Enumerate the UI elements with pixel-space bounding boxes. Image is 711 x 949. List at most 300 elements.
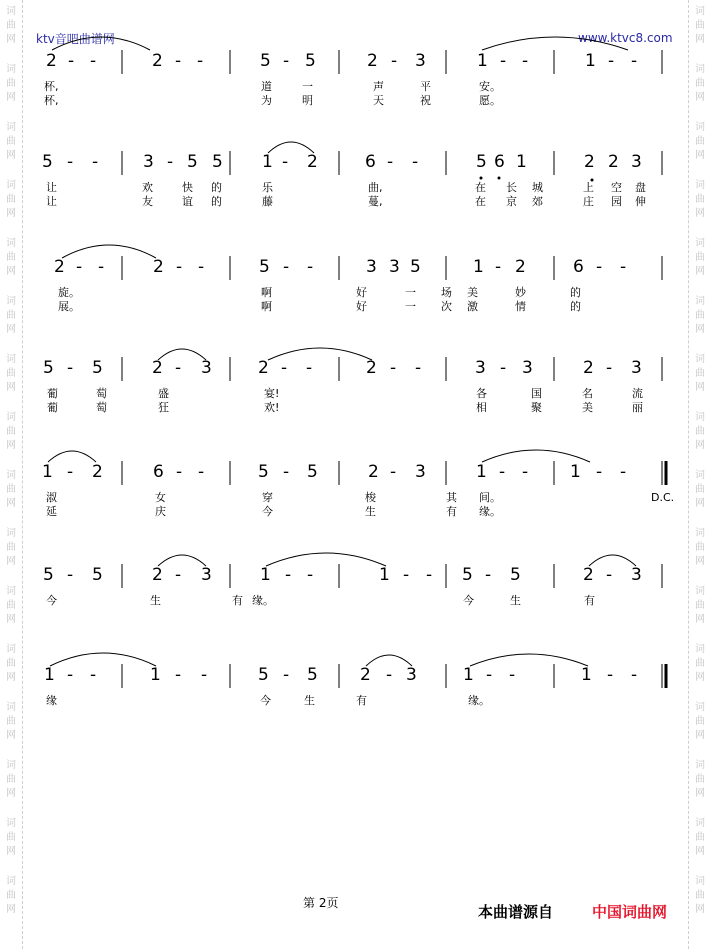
note-dash: - (283, 257, 290, 277)
lyric-syllable: 场 (441, 286, 452, 299)
note-digit: 1 (262, 152, 273, 172)
watermark-char: 词 (6, 644, 16, 655)
note-digit: 3 (522, 358, 533, 378)
note-dash: - (500, 358, 507, 378)
note-dash: - (607, 665, 614, 685)
watermark-char: 词 (695, 818, 705, 829)
lyric-syllable: 道 (261, 80, 272, 93)
watermark-char: 网 (695, 498, 705, 509)
note-dash: - (522, 462, 529, 482)
lyric-syllable: 今 (46, 594, 57, 607)
watermark-char: 网 (695, 904, 705, 915)
lyric-syllable: 啊 (261, 300, 272, 313)
note-digit: 3 (475, 358, 486, 378)
watermark-char: 曲 (695, 194, 705, 205)
lyric-syllable: 杯, (44, 80, 59, 93)
watermark-char: 词 (695, 238, 705, 249)
watermark-char: 词 (6, 412, 16, 423)
note-dash: - (620, 462, 627, 482)
lyric-syllable: 庄 (583, 195, 594, 208)
slur-arc (482, 37, 628, 50)
note-digit: 5 (410, 257, 421, 277)
note-digit: 5 (260, 51, 271, 71)
note-digit: 3 (201, 565, 212, 585)
lyric-syllable: 好 (356, 286, 367, 299)
watermark-char: 曲 (695, 20, 705, 31)
note-dash: - (403, 565, 410, 585)
note-digit: 2 (152, 51, 163, 71)
watermark-char: 网 (6, 846, 16, 857)
note-dash: - (486, 665, 493, 685)
watermark-char: 网 (695, 266, 705, 277)
lyric-syllable: 缘。 (468, 694, 490, 707)
lyric-syllable: 盘 (635, 181, 646, 194)
slur-arc (266, 553, 386, 566)
watermark-char: 曲 (6, 426, 16, 437)
note-dash: - (620, 257, 627, 277)
octave-dot (498, 177, 501, 180)
note-digit: 5 (462, 565, 473, 585)
watermark-char: 曲 (695, 252, 705, 263)
watermark-char: 曲 (695, 716, 705, 727)
watermark-char: 词 (695, 412, 705, 423)
watermark-char: 曲 (6, 484, 16, 495)
slur-arc (50, 653, 156, 666)
watermark-char: 词 (6, 122, 16, 133)
lyric-syllable: 淑 (46, 491, 57, 504)
lyric-syllable: 天 (373, 94, 384, 107)
watermark-char: 网 (6, 34, 16, 45)
lyric-syllable: 庆 (155, 505, 166, 518)
lyric-syllable: 郊 (532, 195, 543, 208)
note-digit: 2 (258, 358, 269, 378)
note-digit: 3 (406, 665, 417, 685)
watermark-char: 曲 (695, 774, 705, 785)
watermark-char: 曲 (6, 194, 16, 205)
watermark-char: 曲 (695, 832, 705, 843)
note-digit: 1 (473, 257, 484, 277)
note-dash: - (307, 565, 314, 585)
slur-arc (482, 450, 590, 462)
note-digit: 5 (258, 462, 269, 482)
note-dash: - (283, 51, 290, 71)
watermark-char: 词 (6, 354, 16, 365)
note-dash: - (608, 51, 615, 71)
lyric-syllable: 流 (632, 387, 643, 400)
lyric-syllable: 一 (302, 80, 313, 93)
note-dash: - (67, 665, 74, 685)
note-digit: 5 (92, 565, 103, 585)
note-digit: 1 (44, 665, 55, 685)
lyric-syllable: 明 (302, 94, 313, 107)
lyric-syllable: 情 (515, 300, 526, 313)
lyric-syllable: 今 (463, 594, 474, 607)
note-digit: 5 (259, 257, 270, 277)
watermark-char: 网 (695, 440, 705, 451)
watermark-char: 曲 (695, 600, 705, 611)
note-digit: 1 (260, 565, 271, 585)
watermark-char: 词 (6, 876, 16, 887)
header-site-right[interactable]: www.ktvc8.com (578, 31, 673, 45)
note-digit: 2 (608, 152, 619, 172)
lyric-syllable: 次 (441, 300, 452, 313)
lyric-syllable: 曲, (368, 181, 383, 194)
note-dash: - (68, 51, 75, 71)
watermark-char: 词 (695, 644, 705, 655)
note-digit: 3 (631, 152, 642, 172)
octave-dot (480, 177, 483, 180)
lyric-syllable: 杯, (44, 94, 59, 107)
note-dash: - (175, 565, 182, 585)
slur-arc (158, 349, 206, 360)
watermark-char: 曲 (695, 78, 705, 89)
watermark-char: 曲 (695, 368, 705, 379)
note-dash: - (631, 51, 638, 71)
lyric-syllable: 的 (570, 300, 581, 313)
watermark-char: 词 (695, 354, 705, 365)
note-digit: 1 (379, 565, 390, 585)
watermark-char: 网 (695, 324, 705, 335)
header-site-left[interactable]: ktv音吧曲谱网 (36, 32, 115, 46)
lyric-syllable: 各 (476, 387, 487, 400)
note-dash: - (415, 358, 422, 378)
watermark-char: 词 (6, 760, 16, 771)
watermark-char: 曲 (6, 890, 16, 901)
note-dash: - (98, 257, 105, 277)
watermark-char: 网 (695, 846, 705, 857)
note-digit: 2 (583, 358, 594, 378)
watermark-char: 曲 (6, 600, 16, 611)
lyric-syllable: 盛 (158, 387, 169, 400)
lyric-syllable: 缘。 (479, 505, 501, 518)
lyric-syllable: 的 (570, 286, 581, 299)
watermark-char: 曲 (6, 252, 16, 263)
note-digit: 5 (43, 358, 54, 378)
note-dash: - (391, 51, 398, 71)
note-digit: 3 (631, 358, 642, 378)
lyric-syllable: 聚 (531, 401, 542, 414)
note-digit: 2 (368, 462, 379, 482)
lyric-syllable: 藤 (262, 195, 273, 208)
watermark-char: 曲 (6, 368, 16, 379)
note-dash: - (67, 358, 74, 378)
lyric-syllable: 其 (446, 491, 457, 504)
lyric-syllable: 展。 (58, 300, 80, 313)
lyric-syllable: 安。 (479, 80, 501, 93)
lyric-syllable: 园 (611, 195, 622, 208)
lyric-syllable: 萄 (96, 387, 107, 400)
note-dash: - (201, 665, 208, 685)
lyric-syllable: 一 (405, 286, 416, 299)
note-dash: - (90, 665, 97, 685)
note-dash: - (495, 257, 502, 277)
lyric-syllable: 的 (211, 181, 222, 194)
note-digit: 5 (305, 51, 316, 71)
note-digit: 6 (153, 462, 164, 482)
note-digit: 1 (463, 665, 474, 685)
watermark-char: 网 (6, 382, 16, 393)
source-site-link[interactable]: 中国词曲网 (592, 903, 668, 921)
watermark-char: 词 (6, 64, 16, 75)
watermark-char: 词 (695, 180, 705, 191)
lyric-syllable: 有 (356, 694, 367, 707)
lyric-syllable: 有 (446, 505, 457, 518)
watermark-char: 词 (695, 6, 705, 17)
watermark-char: 网 (6, 266, 16, 277)
watermark-char: 词 (6, 702, 16, 713)
note-dash: - (606, 358, 613, 378)
watermark-char: 网 (695, 208, 705, 219)
watermark-char: 网 (6, 904, 16, 915)
watermark-char: 网 (695, 92, 705, 103)
watermark-char: 网 (6, 614, 16, 625)
note-digit: 2 (153, 257, 164, 277)
watermark-char: 词 (695, 760, 705, 771)
lyric-syllable: 让 (46, 181, 57, 194)
watermark-char: 词 (695, 122, 705, 133)
note-dash: - (522, 51, 529, 71)
watermark-char: 网 (6, 788, 16, 799)
lyric-syllable: 生 (510, 594, 521, 607)
note-dash: - (198, 257, 205, 277)
lyric-syllable: 激 (467, 300, 478, 313)
watermark-char: 词 (695, 528, 705, 539)
note-digit: 5 (92, 358, 103, 378)
lyric-syllable: 在 (475, 181, 486, 194)
note-dash: - (92, 152, 99, 172)
watermark-char: 曲 (695, 484, 705, 495)
note-dash: - (167, 152, 174, 172)
watermark-char: 曲 (695, 542, 705, 553)
note-dash: - (175, 358, 182, 378)
note-dash: - (390, 358, 397, 378)
note-digit: 6 (365, 152, 376, 172)
page-number: 第 2页 (303, 896, 339, 910)
note-digit: 5 (42, 152, 53, 172)
note-dash: - (67, 565, 74, 585)
note-digit: 1 (516, 152, 527, 172)
slur-arc (52, 37, 150, 50)
lyric-syllable: 旋。 (58, 286, 80, 299)
note-digit: 2 (367, 51, 378, 71)
lyric-syllable: 生 (304, 694, 315, 707)
note-digit: 5 (43, 565, 54, 585)
note-digit: 2 (515, 257, 526, 277)
watermark-char: 曲 (6, 774, 16, 785)
note-digit: 1 (570, 462, 581, 482)
lyric-syllable: 梭 (365, 491, 376, 504)
lyric-syllable: 在 (475, 195, 486, 208)
note-dash: - (386, 665, 393, 685)
watermark-char: 网 (6, 324, 16, 335)
watermark-char: 词 (6, 180, 16, 191)
note-dash: - (197, 51, 204, 71)
note-dash: - (596, 257, 603, 277)
watermark-char: 网 (6, 92, 16, 103)
watermark-char: 词 (6, 6, 16, 17)
lyric-syllable: 祝 (420, 94, 431, 107)
lyric-syllable: 好 (356, 300, 367, 313)
note-digit: 3 (201, 358, 212, 378)
watermark-char: 词 (695, 586, 705, 597)
lyric-syllable: 丽 (632, 401, 643, 414)
note-digit: 2 (584, 152, 595, 172)
watermark-char: 网 (695, 382, 705, 393)
watermark-char: 词 (6, 818, 16, 829)
lyric-syllable: 间。 (479, 491, 501, 504)
lyric-syllable: 穿 (262, 491, 273, 504)
note-dash: - (67, 462, 74, 482)
note-dash: - (176, 257, 183, 277)
lyric-syllable: 萄 (96, 401, 107, 414)
note-digit: 2 (152, 565, 163, 585)
note-digit: 3 (415, 51, 426, 71)
note-digit: 2 (92, 462, 103, 482)
lyric-syllable: 有 (232, 594, 243, 607)
watermark-char: 网 (695, 150, 705, 161)
watermark-char: 曲 (695, 426, 705, 437)
lyric-syllable: 妙 (515, 286, 526, 299)
lyric-syllable: 欢 (142, 181, 153, 194)
watermark-char: 曲 (6, 542, 16, 553)
watermark-char: 词 (6, 586, 16, 597)
note-digit: 3 (415, 462, 426, 482)
watermark-char: 词 (695, 702, 705, 713)
note-digit: 1 (476, 462, 487, 482)
watermark-char: 曲 (695, 890, 705, 901)
watermark-char: 曲 (6, 78, 16, 89)
lyric-syllable: 宴! (264, 387, 280, 400)
lyric-syllable: 今 (260, 694, 271, 707)
watermark-char: 词 (695, 64, 705, 75)
note-digit: 2 (366, 358, 377, 378)
note-dash: - (285, 565, 292, 585)
note-digit: 3 (389, 257, 400, 277)
watermark-char: 网 (695, 730, 705, 741)
note-digit: 2 (152, 358, 163, 378)
lyric-syllable: 欢! (264, 401, 280, 414)
note-digit: 5 (258, 665, 269, 685)
watermark-char: 网 (6, 556, 16, 567)
watermark-char: 网 (6, 208, 16, 219)
lyric-syllable: 狂 (158, 401, 169, 414)
lyric-syllable: 有 (584, 594, 595, 607)
watermark-char: 网 (695, 34, 705, 45)
note-dash: - (412, 152, 419, 172)
lyric-syllable: 友 (142, 195, 153, 208)
note-digit: 1 (581, 665, 592, 685)
lyric-syllable: 长 (506, 181, 517, 194)
note-digit: 2 (54, 257, 65, 277)
watermark-char: 曲 (695, 658, 705, 669)
note-dash: - (283, 665, 290, 685)
watermark-char: 词 (695, 296, 705, 307)
lyric-syllable: 生 (365, 505, 376, 518)
lyric-syllable: 平 (420, 80, 431, 93)
note-dash: - (426, 565, 433, 585)
note-digit: 5 (187, 152, 198, 172)
note-digit: 5 (307, 462, 318, 482)
lyric-syllable: 啊 (261, 286, 272, 299)
slur-arc (158, 555, 206, 566)
watermark-char: 词 (6, 238, 16, 249)
watermark-char: 网 (695, 672, 705, 683)
watermark-char: 词 (6, 470, 16, 481)
watermark-char: 曲 (6, 136, 16, 147)
note-dash: - (387, 152, 394, 172)
watermark-char: 网 (6, 498, 16, 509)
watermark-char: 网 (6, 440, 16, 451)
note-dash: - (67, 152, 74, 172)
lyric-syllable: 愿。 (479, 94, 501, 107)
watermark-char: 曲 (695, 310, 705, 321)
lyric-syllable: 女 (155, 491, 166, 504)
note-digit: 1 (42, 462, 53, 482)
slur-arc (48, 451, 96, 462)
watermark-char: 网 (6, 150, 16, 161)
note-digit: 2 (46, 51, 57, 71)
note-dash: - (90, 51, 97, 71)
note-dash: - (198, 462, 205, 482)
lyric-syllable: 生 (150, 594, 161, 607)
lyric-syllable: 乐 (262, 181, 273, 194)
note-dash: - (307, 257, 314, 277)
slur-arc (589, 555, 636, 566)
lyric-syllable: 延 (46, 505, 57, 518)
note-digit: 1 (150, 665, 161, 685)
lyric-syllable: 快 (182, 181, 193, 194)
note-dash: - (606, 565, 613, 585)
note-dash: - (306, 358, 313, 378)
lyric-syllable: 名 (582, 387, 593, 400)
note-dash: - (499, 462, 506, 482)
lyric-syllable: 葡 (47, 387, 58, 400)
note-digit: 5 (212, 152, 223, 172)
lyric-syllable: 今 (262, 505, 273, 518)
watermark-char: 词 (695, 876, 705, 887)
lyric-syllable: 城 (532, 181, 543, 194)
lyric-syllable: 的 (211, 195, 222, 208)
lyric-syllable: 美 (582, 401, 593, 414)
note-dash: - (509, 665, 516, 685)
note-dash: - (175, 51, 182, 71)
note-digit: 3 (366, 257, 377, 277)
watermark-char: 网 (695, 614, 705, 625)
note-digit: 5 (307, 665, 318, 685)
note-dash: - (390, 462, 397, 482)
note-dash: - (631, 665, 638, 685)
note-digit: 6 (573, 257, 584, 277)
note-digit: 2 (307, 152, 318, 172)
note-digit: 5 (476, 152, 487, 172)
note-digit: 2 (583, 565, 594, 585)
dc-marking: D.C. (651, 491, 675, 504)
lyric-syllable: 伸 (635, 195, 646, 208)
lyric-syllable: 为 (261, 94, 272, 107)
note-dash: - (282, 152, 289, 172)
lyric-syllable: 京 (506, 195, 517, 208)
lyric-syllable: 空 (611, 181, 622, 194)
watermark-char: 词 (695, 470, 705, 481)
note-digit: 6 (494, 152, 505, 172)
lyric-syllable: 上 (583, 181, 594, 194)
watermark-char: 词 (6, 528, 16, 539)
note-dash: - (281, 358, 288, 378)
watermark-char: 曲 (6, 310, 16, 321)
note-digit: 3 (143, 152, 154, 172)
watermark-char: 网 (695, 556, 705, 567)
watermark-char: 网 (695, 788, 705, 799)
